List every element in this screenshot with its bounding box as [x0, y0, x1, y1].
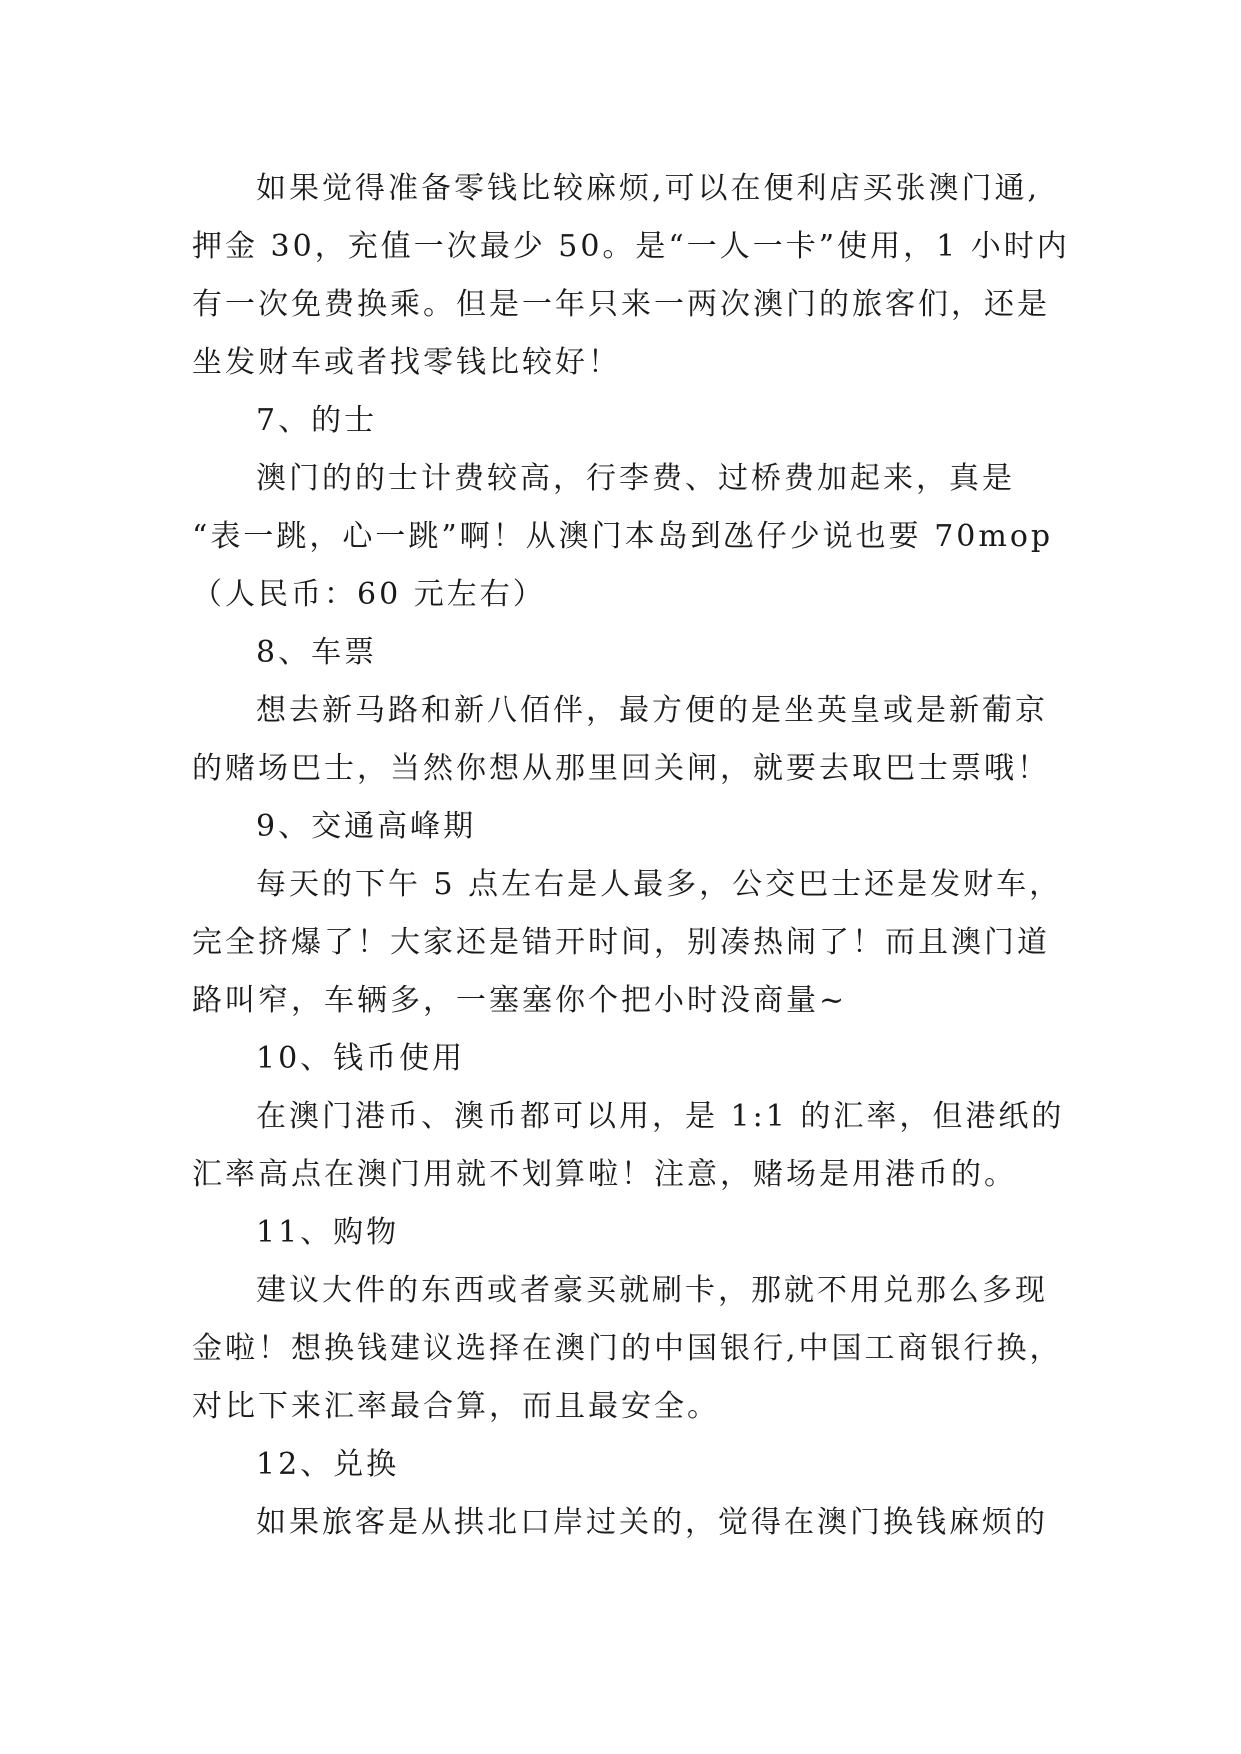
paragraph-line: 金啦！想换钱建议选择在澳门的中国银行,中国工商银行换， — [192, 1331, 1063, 1366]
section-heading: 8、车票 — [256, 635, 378, 670]
paragraph-line: 的赌场巴士，当然你想从那里回关闸，就要去取巴士票哦！ — [192, 751, 1050, 786]
section-heading: 7、的士 — [256, 403, 378, 438]
section-heading: 12、兑换 — [256, 1447, 400, 1482]
paragraph-line: 有一次免费换乘。但是一年只来一两次澳门的旅客们，还是 — [192, 287, 1050, 322]
paragraph-line: 如果旅客是从拱北口岸过关的，觉得在澳门换钱麻烦的 — [256, 1505, 1048, 1540]
section-heading: 10、钱币使用 — [256, 1041, 466, 1076]
paragraph-line: 澳门的的士计费较高，行李费、过桥费加起来，真是 — [256, 461, 1015, 496]
paragraph-line: 对比下来汇率最合算，而且最安全。 — [192, 1389, 720, 1424]
paragraph-line: 想去新马路和新八佰伴，最方便的是坐英皇或是新葡京 — [256, 693, 1048, 728]
paragraph-line: 路叫窄，车辆多，一塞塞你个把小时没商量~ — [192, 983, 848, 1018]
section-heading: 11、购物 — [256, 1215, 400, 1250]
paragraph-line: 坐发财车或者找零钱比较好！ — [192, 345, 621, 380]
paragraph-line: 汇率高点在澳门用就不划算啦！注意，赌场是用港币的。 — [192, 1157, 1017, 1192]
paragraph-line: （人民币：60 元左右） — [192, 577, 546, 612]
paragraph-line: 押金 30，充值一次最少 50。是“一人一卡”使用，1 小时内 — [192, 229, 1070, 264]
section-heading: 9、交通高峰期 — [256, 809, 477, 844]
paragraph-line: 如果觉得准备零钱比较麻烦,可以在便利店买张澳门通, — [256, 171, 1041, 206]
paragraph-line: “表一跳，心一跳”啊！从澳门本岛到氹仔少说也要 70mop — [192, 519, 1054, 554]
paragraph-line: 建议大件的东西或者豪买就刷卡，那就不用兑那么多现 — [256, 1273, 1048, 1308]
paragraph-line: 在澳门港币、澳币都可以用，是 1:1 的汇率，但港纸的 — [256, 1099, 1065, 1134]
paragraph-line: 完全挤爆了！大家还是错开时间，别凑热闹了！而且澳门道 — [192, 925, 1050, 960]
document-body — [192, 160, 1072, 1552]
paragraph-line: 每天的下午 5 点左右是人最多，公交巴士还是发财车， — [256, 867, 1063, 902]
